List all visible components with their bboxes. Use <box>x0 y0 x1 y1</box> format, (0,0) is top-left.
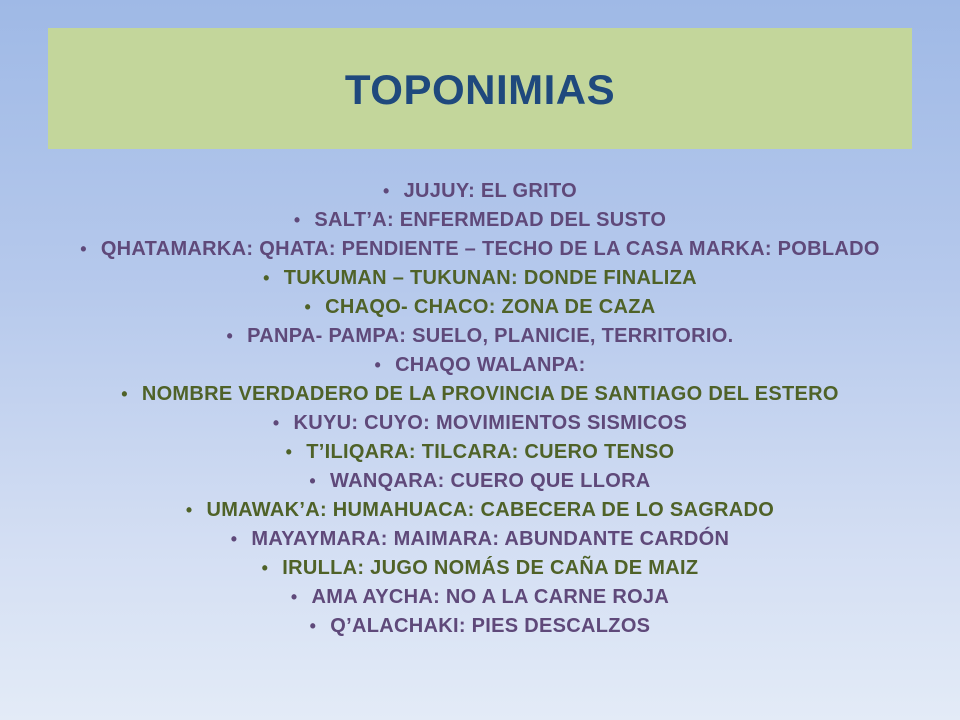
bullet-item <box>40 525 920 554</box>
bullet-item <box>40 293 920 322</box>
bullet-item <box>40 467 920 496</box>
bullet-text: AMA AYCHA: NO A LA CARNE ROJA <box>311 586 670 608</box>
bullet-icon: • <box>261 558 269 578</box>
bullet-text: JUJUY: EL GRITO <box>403 180 578 202</box>
bullet-text: TUKUMAN – TUKUNAN: DONDE FINALIZA <box>283 267 697 289</box>
bullet-icon: • <box>309 471 317 491</box>
bullet-icon: • <box>285 442 293 462</box>
bullet-icon: • <box>263 268 270 288</box>
slide-title: TOPONIMIAS <box>344 65 616 113</box>
bullet-text: CHAQO WALANPA: <box>395 354 586 376</box>
bullet-item <box>40 612 920 641</box>
bullet-text: WANQARA: CUERO QUE LLORA <box>330 470 651 492</box>
bullet-icon: • <box>304 297 312 317</box>
bullet-item <box>40 322 920 351</box>
bullet-text: PANPA- PAMPA: SUELO, PLANICIE, TERRITORIO. <box>247 325 734 347</box>
bullet-icon: • <box>374 355 382 375</box>
bullet-item <box>40 496 920 525</box>
bullet-item <box>40 409 920 438</box>
bullet-icon: • <box>121 384 128 404</box>
bullet-text: NOMBRE VERDADERO DE LA PROVINCIA DE SANTIAGO DEL ESTERO <box>141 383 839 405</box>
bullet-item <box>40 235 920 264</box>
bullet-icon: • <box>382 181 390 201</box>
title-bar <box>48 28 912 149</box>
bullet-text: QHATAMARKA: QHATA: PENDIENTE – TECHO DE LA CASA MARKA: POBLADO <box>100 238 880 260</box>
bullet-icon: • <box>272 413 280 433</box>
bullet-item <box>40 206 920 235</box>
bullet-text: Q’ALACHAKI: PIES DESCALZOS <box>330 615 651 637</box>
bullet-text: CHAQO- CHACO: ZONA DE CAZA <box>325 296 656 318</box>
bullet-item <box>40 554 920 583</box>
bullet-list <box>40 177 920 641</box>
bullet-item <box>40 583 920 612</box>
bullet-item <box>40 264 920 293</box>
bullet-item <box>40 438 920 467</box>
bullet-text: UMAWAK’A: HUMAHUACA: CABECERA DE LO SAGRADO <box>206 499 775 521</box>
bullet-item <box>40 380 920 409</box>
bullet-text: KUYU: CUYO: MOVIMIENTOS SISMICOS <box>293 412 688 434</box>
bullet-text: MAYAYMARA: MAIMARA: ABUNDANTE CARDÓN <box>251 528 730 550</box>
bullet-icon: • <box>80 239 87 259</box>
bullet-text: IRULLA: JUGO NOMÁS DE CAÑA DE MAIZ <box>282 557 699 579</box>
bullet-icon: • <box>226 326 234 346</box>
bullet-item <box>40 351 920 380</box>
bullet-icon: • <box>290 587 298 607</box>
bullet-icon: • <box>293 210 301 230</box>
bullet-text: SALT’A: ENFERMEDAD DEL SUSTO <box>314 209 667 231</box>
bullet-icon: • <box>230 529 238 549</box>
bullet-item <box>40 177 920 206</box>
bullet-icon: • <box>309 616 317 636</box>
bullet-text: T’ILIQARA: TILCARA: CUERO TENSO <box>306 441 675 463</box>
bullet-icon: • <box>185 500 193 520</box>
